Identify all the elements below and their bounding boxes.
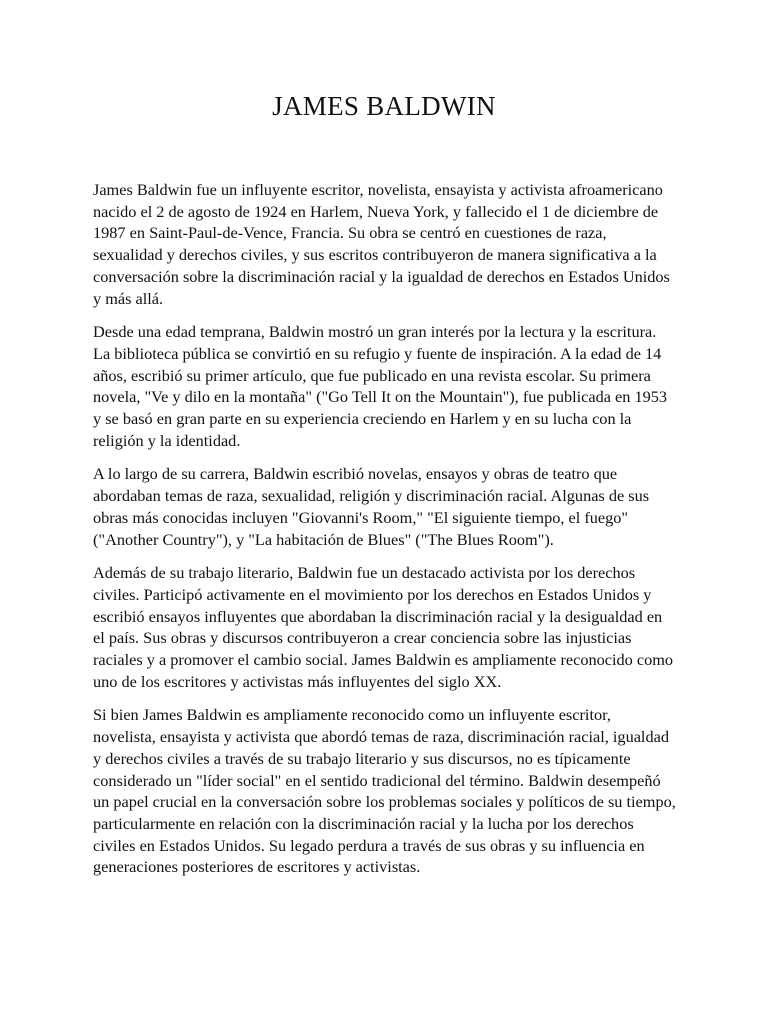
document-body [93,179,677,890]
paragraph: Si bien James Baldwin es ampliamente reconocido como un influyente escritor, novelista, ensayista y activista que abordó temas de raza, discriminación racial, igualdad y derechos civiles a través de su trabajo literario y sus discursos, no es típicamente considerado un "líder social" en el sentido tradicional del término. Baldwin desempeñó un papel crucial en la conversación sobre los problemas sociales y políticos de su tiempo, particularmente en relación con la discriminación racial y la lucha por los derechos civiles en Estados Unidos. Su legado perdura a través de sus obras y su influencia en generaciones posteriores de escritores y activistas. [93,705,676,877]
paragraph: Desde una edad temprana, Baldwin mostró un gran interés por la lectura y la escritura. La biblioteca pública se convirtió en su refugio y fuente de inspiración. A la edad de 14 años, escribió su primer artículo, que fue publicado en una revista escolar. Su primera novela, "Ve y dilo en la montaña" ("Go Tell It on the Mountain"), fue publicada en 1953 y se basó en gran parte en su experiencia creciendo en Harlem y en su lucha con la religión y la identidad. [93,322,668,450]
paragraph: James Baldwin fue un influyente escritor, novelista, ensayista y activista afroamericano nacido el 2 de agosto de 1924 en Harlem, Nueva York, y fallecido el 1 de diciembre de 1987 en Saint-Paul-de-Vence, Francia. Su obra se centró en cuestiones de raza, sexualidad y derechos civiles, y sus escritos contribuyeron de manera significativa a la conversación sobre la discriminación racial y la igualdad de derechos en Estados Unidos y más allá. [93,180,670,308]
paragraph: A lo largo de su carrera, Baldwin escribió novelas, ensayos y obras de teatro que abordaban temas de raza, sexualidad, religión y discriminación racial. Algunas de sus obras más conocidas incluyen "Giovanni's Room," "El siguiente tiempo, el fuego" ("Another Country"), y "La habitación de Blues" ("The Blues Room"). [93,464,650,549]
document-title: JAMES BALDWIN [272,91,496,121]
paragraph: Además de su trabajo literario, Baldwin fue un destacado activista por los derechos civiles. Participó activamente en el movimiento por los derechos en Estados Unidos y escribió ensayos influyentes que abordaban la discriminación racial y la desigualdad en el país. Sus obras y discursos contribuyeron a crear conciencia sobre las injusticias raciales y a promover el cambio social. James Baldwin es ampliamente reconocido como uno de los escritores y activistas más influyentes del siglo XX. [93,563,674,691]
